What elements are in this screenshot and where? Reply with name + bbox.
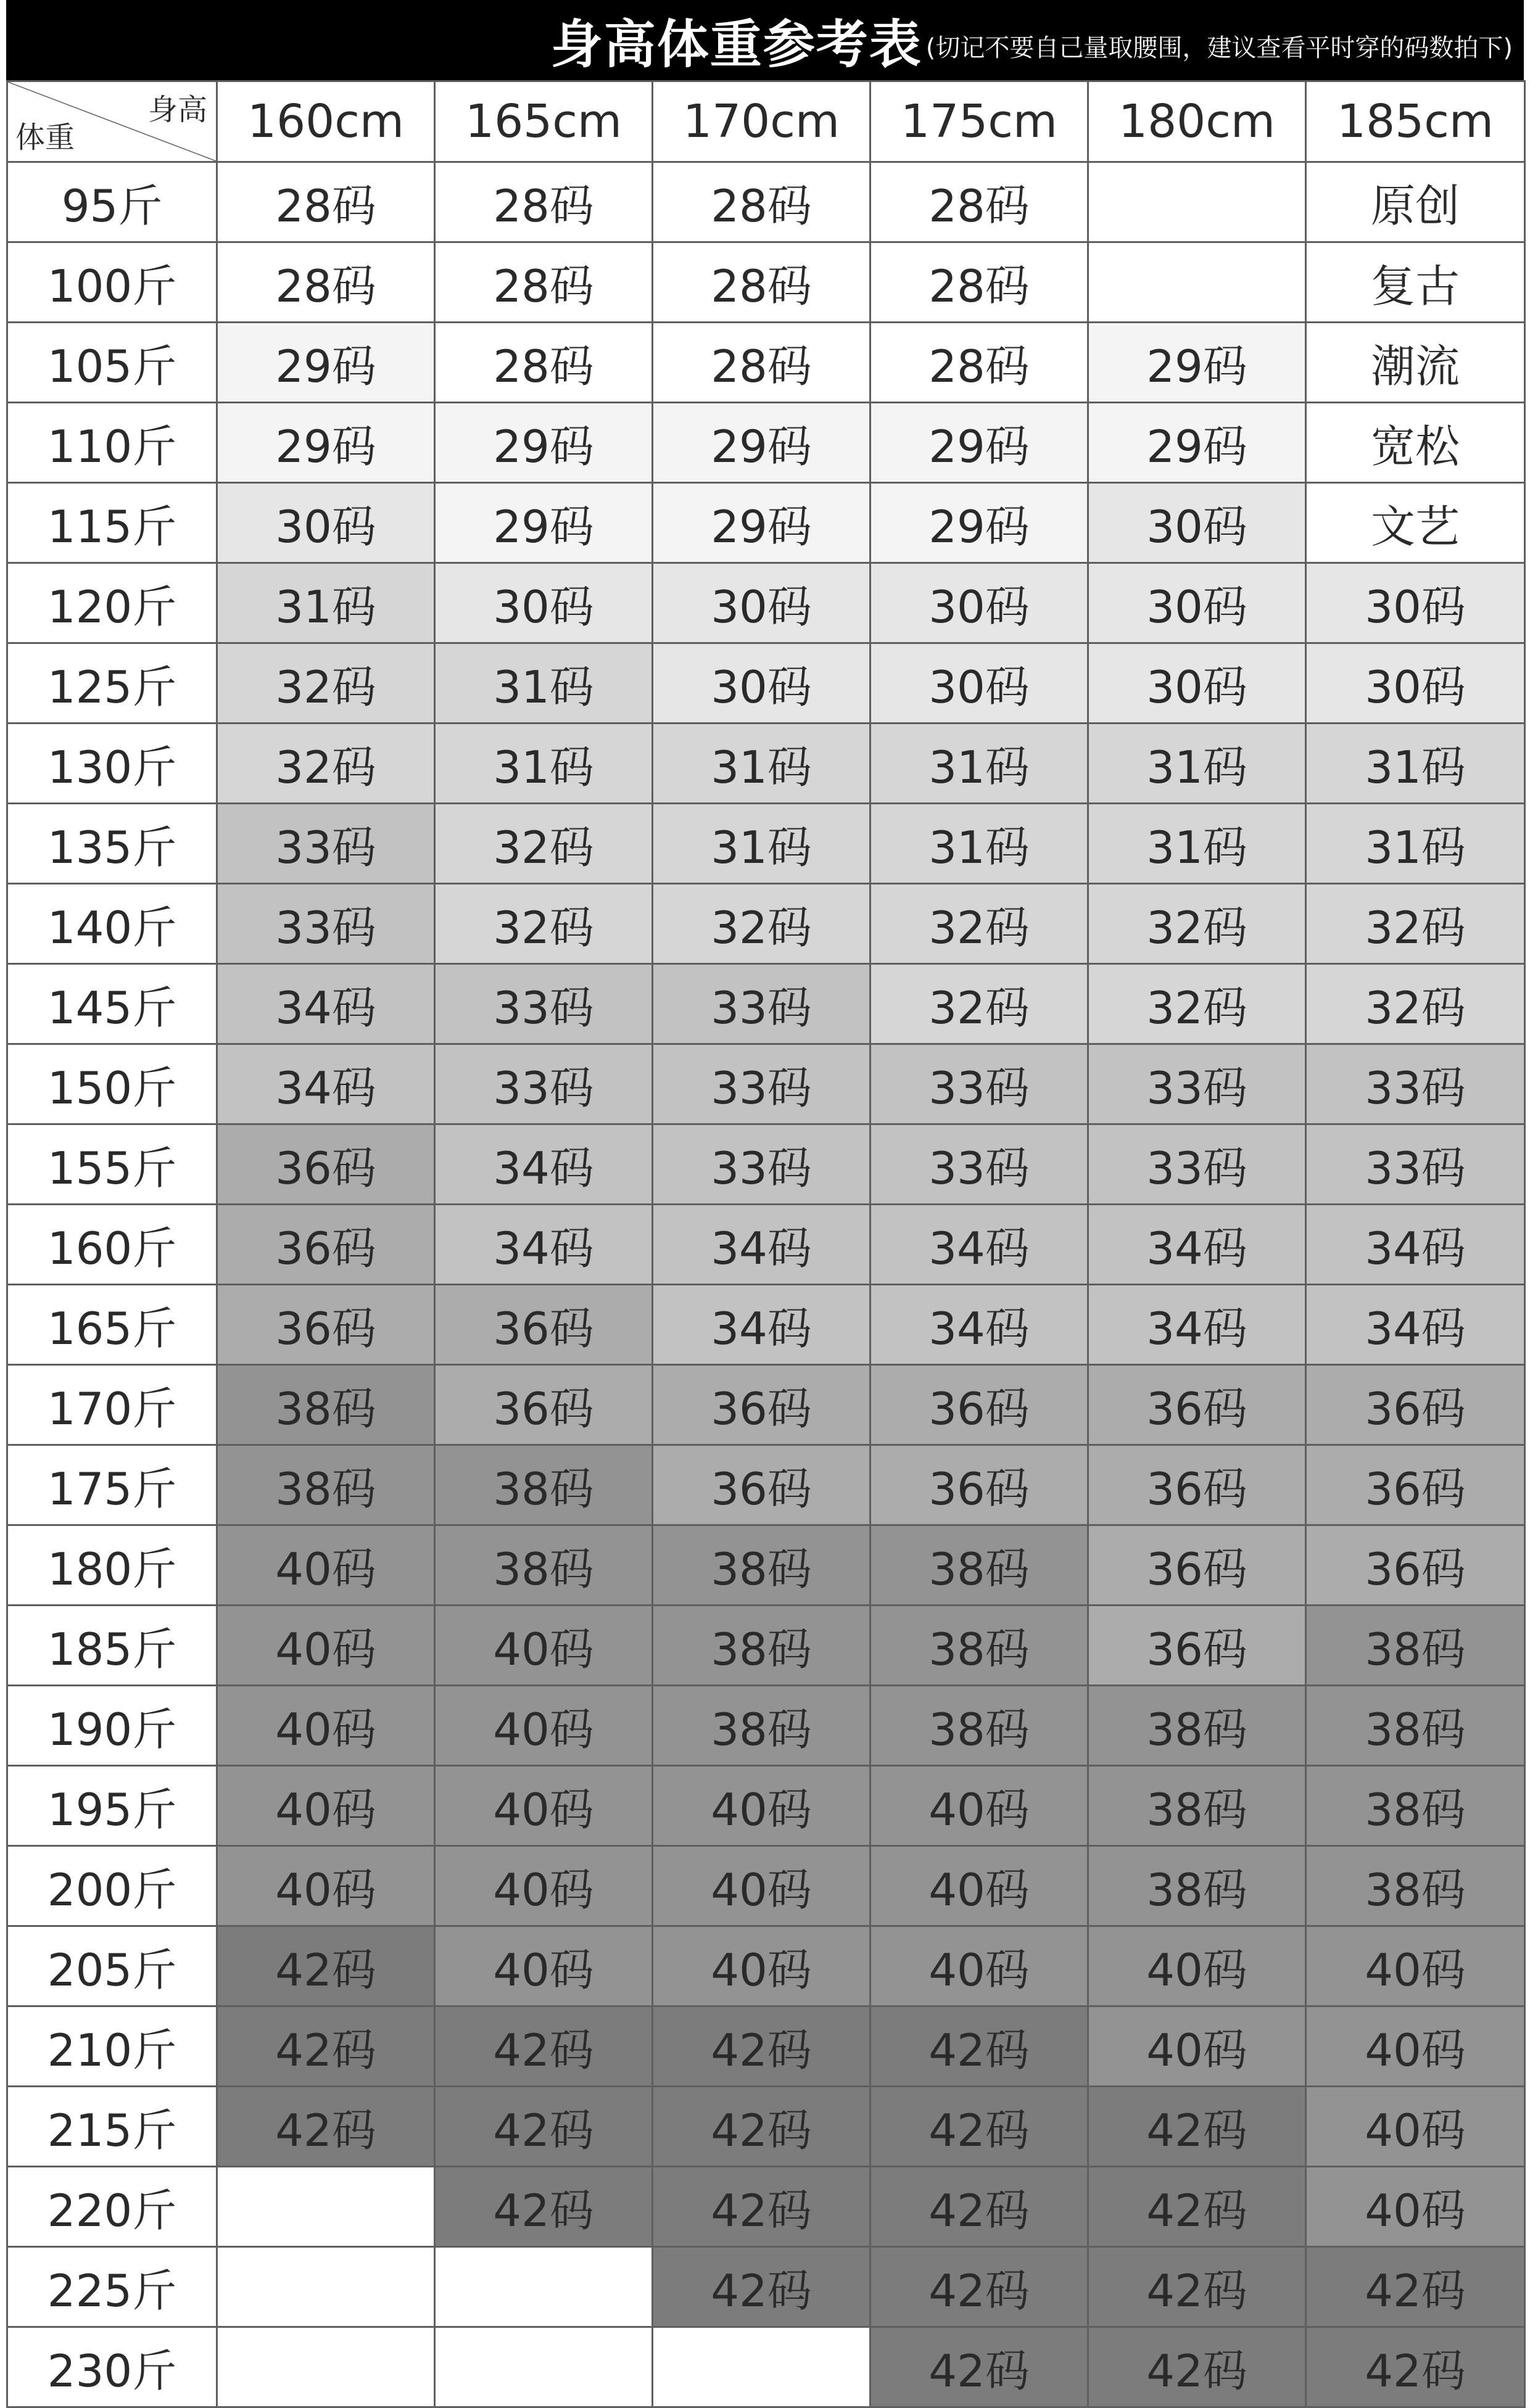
size-cell: 33码 (653, 1044, 870, 1124)
size-cell: 原创 (1306, 162, 1525, 242)
weight-row-header: 135斤 (7, 804, 217, 884)
table-body (7, 162, 1525, 2407)
size-cell: 40码 (1088, 2006, 1306, 2087)
size-cell: 42码 (870, 2327, 1088, 2407)
size-cell: 28码 (870, 323, 1088, 403)
size-cell: 36码 (653, 1445, 870, 1525)
size-cell: 32码 (435, 884, 653, 964)
size-cell: 33码 (870, 1044, 1088, 1124)
table-row (7, 1846, 1525, 1926)
weight-row-header: 130斤 (7, 724, 217, 804)
size-cell: 42码 (870, 2247, 1088, 2327)
size-cell: 潮流 (1306, 323, 1525, 403)
size-cell: 32码 (435, 804, 653, 884)
size-cell: 29码 (870, 403, 1088, 483)
size-cell: 32码 (217, 643, 435, 724)
size-cell: 40码 (653, 1766, 870, 1846)
size-cell: 38码 (1088, 1686, 1306, 1766)
table-row (7, 563, 1525, 643)
header-row (7, 81, 1525, 162)
size-cell: 33码 (217, 804, 435, 884)
table-row (7, 1365, 1525, 1445)
size-cell: 40码 (435, 1926, 653, 2006)
size-cell: 34码 (435, 1205, 653, 1285)
size-cell: 34码 (653, 1285, 870, 1365)
size-cell: 31码 (1306, 804, 1525, 884)
weight-row-header: 155斤 (7, 1124, 217, 1205)
size-cell: 40码 (217, 1686, 435, 1766)
size-cell: 30码 (870, 643, 1088, 724)
size-cell: 33码 (1088, 1044, 1306, 1124)
size-cell: 34码 (1306, 1285, 1525, 1365)
size-cell: 28码 (653, 242, 870, 323)
size-cell: 32码 (1306, 964, 1525, 1044)
size-cell: 29码 (653, 403, 870, 483)
size-cell: 36码 (870, 1445, 1088, 1525)
table-row (7, 162, 1525, 242)
size-cell: 30码 (435, 563, 653, 643)
table-row (7, 804, 1525, 884)
weight-row-header: 100斤 (7, 242, 217, 323)
size-cell: 38码 (217, 1365, 435, 1445)
table-row (7, 2087, 1525, 2167)
weight-row-header: 115斤 (7, 483, 217, 563)
size-cell: 42码 (870, 2167, 1088, 2247)
size-cell (435, 2247, 653, 2327)
size-cell: 34码 (1088, 1205, 1306, 1285)
size-cell (217, 2327, 435, 2407)
size-cell: 31码 (1306, 724, 1525, 804)
size-cell (217, 2167, 435, 2247)
table-row (7, 1124, 1525, 1205)
size-cell: 29码 (217, 403, 435, 483)
size-table (6, 80, 1526, 2408)
weight-row-header: 180斤 (7, 1525, 217, 1606)
size-cell: 36码 (1088, 1365, 1306, 1445)
size-cell: 29码 (1088, 323, 1306, 403)
size-cell: 30码 (1088, 563, 1306, 643)
table-row (7, 964, 1525, 1044)
size-cell: 38码 (1088, 1846, 1306, 1926)
size-cell: 30码 (653, 643, 870, 724)
size-cell: 38码 (1306, 1846, 1525, 1926)
table-row (7, 724, 1525, 804)
height-column-header: 170cm (653, 81, 870, 162)
table-row (7, 323, 1525, 403)
size-cell (653, 2327, 870, 2407)
height-column-header: 160cm (217, 81, 435, 162)
table-row (7, 1766, 1525, 1846)
weight-row-header: 140斤 (7, 884, 217, 964)
corner-height-label: 身高 (147, 93, 207, 127)
size-cell: 40码 (1306, 2006, 1525, 2087)
size-cell: 32码 (1088, 964, 1306, 1044)
size-cell: 36码 (1306, 1445, 1525, 1525)
size-cell: 40码 (217, 1606, 435, 1686)
size-cell: 文艺 (1306, 483, 1525, 563)
weight-row-header: 190斤 (7, 1686, 217, 1766)
size-cell: 40码 (870, 1766, 1088, 1846)
size-cell (1088, 162, 1306, 242)
size-cell: 42码 (653, 2247, 870, 2327)
size-cell: 32码 (1088, 884, 1306, 964)
size-cell: 40码 (217, 1846, 435, 1926)
height-column-header: 175cm (870, 81, 1088, 162)
size-cell: 38码 (870, 1525, 1088, 1606)
size-cell: 42码 (653, 2087, 870, 2167)
size-cell: 40码 (653, 1846, 870, 1926)
size-cell: 42码 (435, 2087, 653, 2167)
size-cell: 40码 (1306, 1926, 1525, 2006)
size-cell: 38码 (1306, 1766, 1525, 1846)
size-cell: 40码 (653, 1926, 870, 2006)
weight-row-header: 120斤 (7, 563, 217, 643)
table-row (7, 242, 1525, 323)
corner-weight-label: 体重 (15, 120, 75, 155)
size-cell: 42码 (217, 2087, 435, 2167)
weight-row-header: 145斤 (7, 964, 217, 1044)
size-cell: 31码 (1088, 804, 1306, 884)
size-cell: 38码 (1088, 1766, 1306, 1846)
size-cell: 31码 (870, 724, 1088, 804)
table-row (7, 1606, 1525, 1686)
table-row (7, 1285, 1525, 1365)
size-cell: 30码 (1088, 643, 1306, 724)
size-cell: 40码 (870, 1846, 1088, 1926)
size-cell: 36码 (217, 1124, 435, 1205)
weight-row-header: 125斤 (7, 643, 217, 724)
table-row (7, 483, 1525, 563)
table-row (7, 643, 1525, 724)
size-cell: 29码 (435, 483, 653, 563)
size-cell: 30码 (653, 563, 870, 643)
size-cell: 31码 (1088, 724, 1306, 804)
size-cell: 36码 (1306, 1525, 1525, 1606)
size-cell: 32码 (1306, 884, 1525, 964)
weight-row-header: 160斤 (7, 1205, 217, 1285)
size-cell: 40码 (435, 1846, 653, 1926)
table-row (7, 1525, 1525, 1606)
size-cell: 36码 (217, 1285, 435, 1365)
size-cell: 38码 (653, 1686, 870, 1766)
weight-row-header: 170斤 (7, 1365, 217, 1445)
size-cell: 28码 (870, 162, 1088, 242)
table-row (7, 884, 1525, 964)
title-bar (6, 0, 1524, 80)
table-row (7, 1205, 1525, 1285)
size-cell: 32码 (870, 884, 1088, 964)
size-cell: 42码 (870, 2087, 1088, 2167)
size-cell: 36码 (435, 1365, 653, 1445)
size-cell: 34码 (870, 1205, 1088, 1285)
table-row (7, 1686, 1525, 1766)
size-cell: 30码 (1306, 643, 1525, 724)
size-cell: 38码 (870, 1606, 1088, 1686)
size-cell: 32码 (217, 724, 435, 804)
size-cell: 复古 (1306, 242, 1525, 323)
size-cell: 42码 (1088, 2247, 1306, 2327)
height-column-header: 165cm (435, 81, 653, 162)
size-cell: 宽松 (1306, 403, 1525, 483)
size-cell: 38码 (217, 1445, 435, 1525)
size-cell: 34码 (217, 1044, 435, 1124)
size-cell: 33码 (217, 884, 435, 964)
size-cell: 31码 (870, 804, 1088, 884)
size-cell: 29码 (1088, 403, 1306, 483)
size-cell: 28码 (653, 162, 870, 242)
size-cell: 28码 (217, 242, 435, 323)
height-column-header: 185cm (1306, 81, 1525, 162)
table-row (7, 2167, 1525, 2247)
size-cell: 40码 (1306, 2087, 1525, 2167)
size-cell: 42码 (1306, 2247, 1525, 2327)
size-cell: 40码 (1088, 1926, 1306, 2006)
size-cell: 29码 (435, 403, 653, 483)
weight-row-header: 110斤 (7, 403, 217, 483)
table-row (7, 1445, 1525, 1525)
size-cell: 42码 (653, 2167, 870, 2247)
size-cell: 36码 (870, 1365, 1088, 1445)
weight-row-header: 200斤 (7, 1846, 217, 1926)
weight-row-header: 230斤 (7, 2327, 217, 2407)
size-cell: 31码 (435, 724, 653, 804)
size-cell: 33码 (870, 1124, 1088, 1205)
size-cell: 40码 (1306, 2167, 1525, 2247)
size-cell: 34码 (653, 1205, 870, 1285)
height-column-header: 180cm (1088, 81, 1306, 162)
size-cell: 34码 (217, 964, 435, 1044)
size-cell: 33码 (653, 1124, 870, 1205)
size-cell: 31码 (435, 643, 653, 724)
size-cell: 28码 (435, 323, 653, 403)
size-cell: 42码 (435, 2167, 653, 2247)
size-cell: 36码 (217, 1205, 435, 1285)
size-cell: 31码 (217, 563, 435, 643)
weight-row-header: 195斤 (7, 1766, 217, 1846)
weight-row-header: 215斤 (7, 2087, 217, 2167)
size-cell: 28码 (870, 242, 1088, 323)
weight-row-header: 95斤 (7, 162, 217, 242)
size-cell: 33码 (1306, 1044, 1525, 1124)
size-cell: 29码 (870, 483, 1088, 563)
size-cell: 38码 (653, 1525, 870, 1606)
size-cell: 32码 (653, 884, 870, 964)
size-cell: 38码 (435, 1525, 653, 1606)
table-row (7, 2006, 1525, 2087)
size-cell: 32码 (870, 964, 1088, 1044)
size-cell: 40码 (435, 1766, 653, 1846)
size-cell: 33码 (653, 964, 870, 1044)
size-cell: 33码 (1088, 1124, 1306, 1205)
size-cell: 30码 (217, 483, 435, 563)
size-cell: 30码 (1306, 563, 1525, 643)
size-cell: 36码 (1088, 1445, 1306, 1525)
size-cell: 42码 (1088, 2327, 1306, 2407)
size-cell: 34码 (870, 1285, 1088, 1365)
size-cell: 28码 (217, 162, 435, 242)
weight-row-header: 150斤 (7, 1044, 217, 1124)
size-cell: 40码 (870, 1926, 1088, 2006)
size-cell: 38码 (435, 1445, 653, 1525)
size-cell: 30码 (870, 563, 1088, 643)
size-cell (1088, 242, 1306, 323)
chart-title: 身高体重参考表 (550, 14, 922, 75)
size-cell: 28码 (435, 162, 653, 242)
weight-row-header: 185斤 (7, 1606, 217, 1686)
size-cell: 42码 (870, 2006, 1088, 2087)
size-cell: 40码 (217, 1525, 435, 1606)
table-row (7, 1926, 1525, 2006)
table-row (7, 2327, 1525, 2407)
table-row (7, 2247, 1525, 2327)
size-cell: 40码 (435, 1606, 653, 1686)
size-cell: 28码 (435, 242, 653, 323)
size-cell: 40码 (217, 1766, 435, 1846)
corner-cell (7, 81, 217, 162)
size-cell: 33码 (435, 964, 653, 1044)
size-cell: 38码 (653, 1606, 870, 1686)
size-cell: 34码 (1088, 1285, 1306, 1365)
size-cell: 36码 (1306, 1365, 1525, 1445)
weight-row-header: 165斤 (7, 1285, 217, 1365)
size-cell: 33码 (435, 1044, 653, 1124)
size-cell: 36码 (1088, 1525, 1306, 1606)
size-cell: 28码 (653, 323, 870, 403)
weight-row-header: 205斤 (7, 1926, 217, 2006)
size-cell: 31码 (653, 804, 870, 884)
size-cell: 42码 (1088, 2087, 1306, 2167)
size-cell: 42码 (217, 1926, 435, 2006)
size-cell: 36码 (653, 1365, 870, 1445)
chart-title-note: (切记不要自己量取腰围，建议查看平时穿的码数拍下) (925, 33, 1513, 62)
size-cell: 42码 (435, 2006, 653, 2087)
size-cell (217, 2247, 435, 2327)
size-cell (435, 2327, 653, 2407)
table-row (7, 1044, 1525, 1124)
size-cell: 42码 (1088, 2167, 1306, 2247)
size-cell: 42码 (653, 2006, 870, 2087)
size-cell: 38码 (870, 1686, 1088, 1766)
weight-row-header: 210斤 (7, 2006, 217, 2087)
size-cell: 34码 (435, 1124, 653, 1205)
size-cell: 42码 (217, 2006, 435, 2087)
size-cell: 31码 (653, 724, 870, 804)
weight-row-header: 220斤 (7, 2167, 217, 2247)
weight-row-header: 105斤 (7, 323, 217, 403)
size-cell: 30码 (1088, 483, 1306, 563)
size-cell: 34码 (1306, 1205, 1525, 1285)
size-cell: 29码 (217, 323, 435, 403)
size-cell: 40码 (435, 1686, 653, 1766)
size-cell: 36码 (435, 1285, 653, 1365)
weight-row-header: 225斤 (7, 2247, 217, 2327)
size-cell: 42码 (1306, 2327, 1525, 2407)
size-cell: 33码 (1306, 1124, 1525, 1205)
table-row (7, 403, 1525, 483)
size-cell: 36码 (1088, 1606, 1306, 1686)
size-cell: 38码 (1306, 1606, 1525, 1686)
size-cell: 29码 (653, 483, 870, 563)
size-cell: 38码 (1306, 1686, 1525, 1766)
weight-row-header: 175斤 (7, 1445, 217, 1525)
